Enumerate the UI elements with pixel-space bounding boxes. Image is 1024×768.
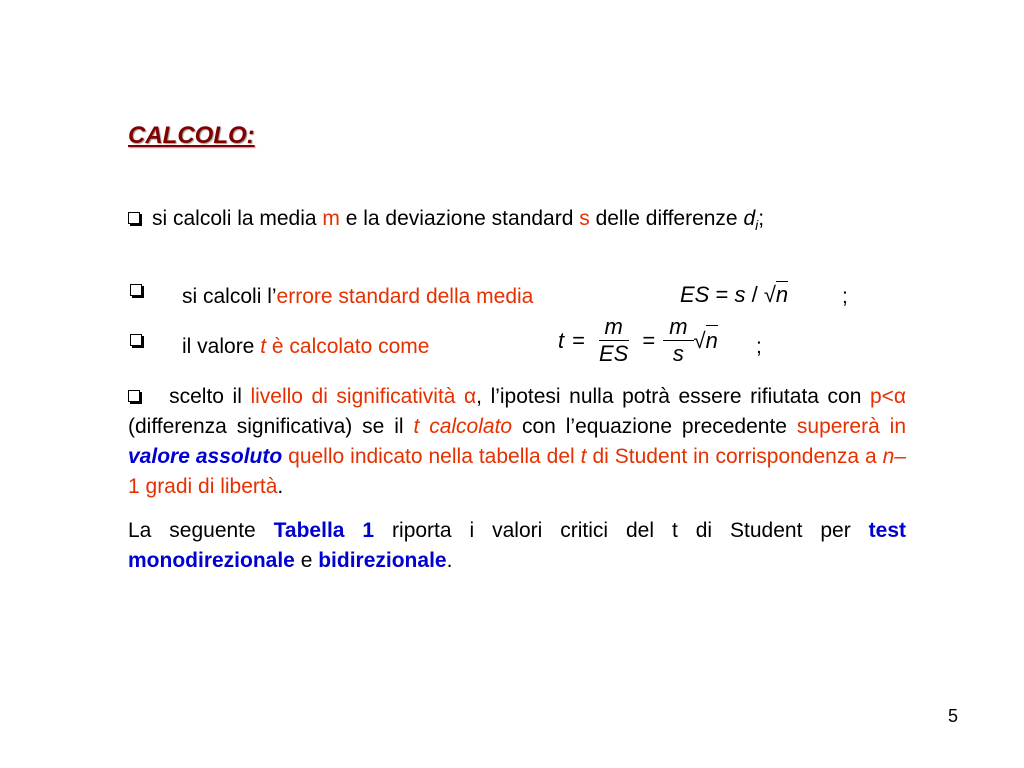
- subscript-i: i: [755, 217, 759, 234]
- text: ;: [758, 207, 765, 230]
- slide-heading: CALCOLO:: [128, 122, 255, 149]
- text: si calcoli la media: [152, 207, 323, 230]
- highlight-text: errore standard della media: [276, 285, 534, 308]
- text: riporta i valori critici del t di Student per: [374, 519, 869, 542]
- slide-content: [128, 204, 906, 576]
- text: ;: [756, 335, 762, 358]
- emphasis-text: valore assoluto: [128, 445, 283, 468]
- denominator: ES: [598, 341, 629, 366]
- formula-s: s: [734, 282, 746, 307]
- bullet-significance: [128, 382, 906, 502]
- text: .: [446, 549, 453, 572]
- emphasis-text: bidirezionale: [318, 549, 447, 572]
- fraction-m-es: [593, 314, 634, 367]
- fraction-m-s: [663, 314, 693, 367]
- highlight-text: livello di significatività α: [250, 385, 477, 408]
- highlight-text: –1 gradi di libertà: [128, 445, 907, 498]
- highlight-text: t calcolato: [413, 415, 513, 438]
- symbol-s: s: [579, 207, 590, 230]
- text: (differenza significativa) se il: [128, 415, 414, 438]
- text: , l’ipotesi nulla potrà essere rifiutata con: [476, 385, 870, 408]
- page-number: 5: [948, 706, 959, 726]
- bullet-t-value: [128, 314, 906, 376]
- numerator: m: [663, 314, 693, 341]
- checkbox-bullet-icon: [128, 212, 140, 224]
- text: e la deviazione standard: [339, 207, 580, 230]
- symbol-t: t: [260, 335, 267, 358]
- text: il valore: [182, 335, 261, 358]
- denominator: s: [672, 341, 684, 366]
- text: ;: [842, 285, 848, 308]
- checkbox-bullet-icon: [130, 284, 142, 296]
- formula-t-term: t: [558, 327, 565, 353]
- emphasis-text: Tabella 1: [273, 519, 375, 542]
- text: .: [277, 475, 284, 498]
- formula-slash: /: [751, 282, 758, 307]
- formula-equals: =: [572, 327, 585, 353]
- highlight-text: n: [882, 445, 895, 468]
- formula-n: n: [706, 325, 718, 356]
- text: La seguente: [128, 519, 274, 542]
- formula-es: [680, 280, 788, 310]
- highlight-text: quello indicato nella tabella del: [282, 445, 581, 468]
- highlight-text: è calcolato come: [271, 335, 430, 358]
- bullet-text: [182, 332, 429, 362]
- highlight-text: supererà in: [796, 415, 907, 438]
- emphasis-text: test monodirezionale: [128, 519, 906, 572]
- sqrt-icon: √: [693, 327, 706, 353]
- highlight-text: di Student in corrispondenza a: [586, 445, 883, 468]
- highlight-text: t: [580, 445, 587, 468]
- bullet-mean-sd: [128, 204, 906, 268]
- formula-n: n: [775, 282, 789, 307]
- symbol-d: d: [743, 207, 756, 230]
- formula-t: [558, 314, 718, 367]
- bullet-text: [182, 282, 533, 312]
- checkbox-bullet-icon: [130, 334, 142, 346]
- bullet-text: [152, 204, 764, 268]
- formula-equals: =: [715, 282, 729, 307]
- text: scelto il: [169, 385, 251, 408]
- text: con l’equazione precedente: [512, 415, 797, 438]
- text: si calcoli l’: [182, 285, 277, 308]
- text: e: [294, 549, 319, 572]
- text: delle differenze: [589, 207, 744, 230]
- checkbox-bullet-icon: [128, 390, 140, 402]
- formula-es-term: ES: [680, 282, 710, 307]
- formula-equals: =: [642, 327, 656, 353]
- numerator: m: [599, 314, 629, 341]
- symbol-m: m: [322, 207, 340, 230]
- paragraph-table-reference: [128, 516, 906, 576]
- highlight-text: p<α: [869, 385, 907, 408]
- bullet-standard-error: [128, 282, 906, 316]
- bullet-text: [128, 382, 906, 502]
- sqrt-icon: √: [763, 282, 776, 307]
